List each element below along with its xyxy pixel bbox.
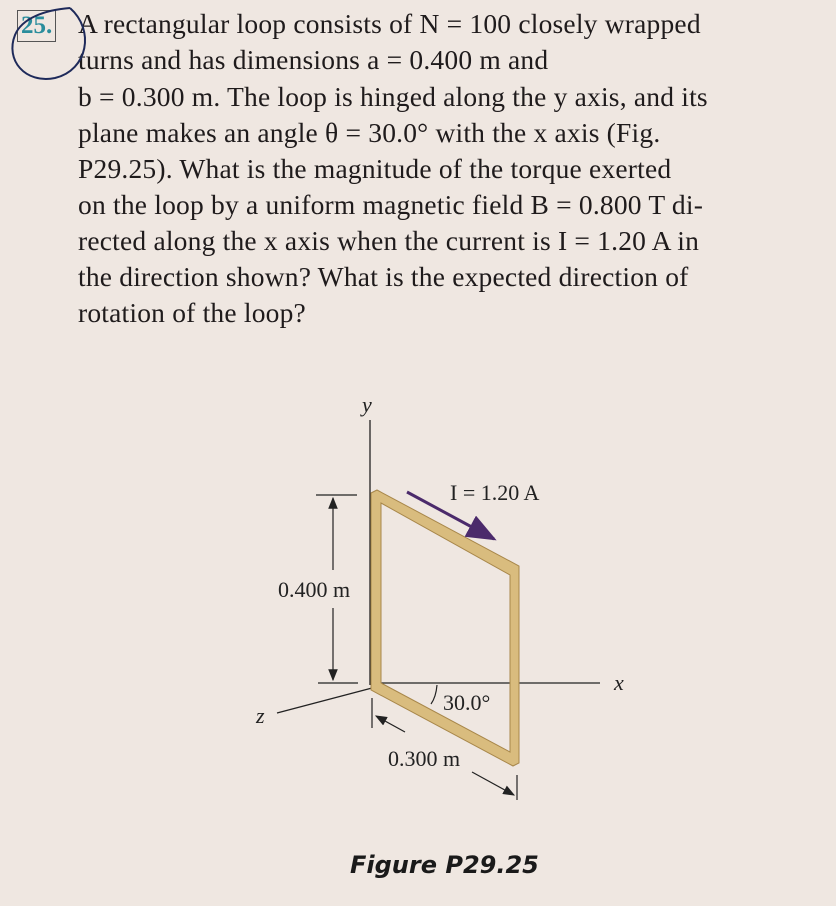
figure-caption: Figure P29.25 [350,851,539,879]
width-dimension-arrow [376,716,405,732]
problem-text-line: on the loop by a uniform magnetic field B = 0.800 T di- [78,189,704,220]
problem-text-line: rotation of the loop? [78,297,306,328]
problem-text-line: b = 0.300 m. The loop is hinged along the y axis, and its [78,81,708,112]
z-axis-label: z [256,703,265,728]
height-label: 0.400 m [278,577,351,602]
problem-text-line: rected along the x axis when the current is I = 1.20 A in [78,225,700,256]
rectangular-loop [371,490,519,766]
handwritten-circle [12,8,85,79]
width-label: 0.300 m [388,746,461,771]
angle-arc [431,685,437,704]
problem-text-line: P29.25). What is the magnitude of the torque exerted [78,153,672,184]
current-label: I = 1.20 A [450,480,540,505]
problem-text-line: turns and has dimensions a = 0.400 m and [78,44,549,75]
problem-text-line: the direction shown? What is the expected direction of [78,261,689,292]
problem-number: 25. [17,10,56,42]
problem-text-line: A rectangular loop consists of N = 100 closely wrapped [78,8,701,39]
angle-label: 30.0° [443,690,491,715]
problem-text-line: plane makes an angle θ = 30.0° with the x axis (Fig. [78,117,661,148]
z-axis [277,688,372,713]
x-axis-label: x [614,670,624,695]
y-axis-label: y [362,392,372,417]
